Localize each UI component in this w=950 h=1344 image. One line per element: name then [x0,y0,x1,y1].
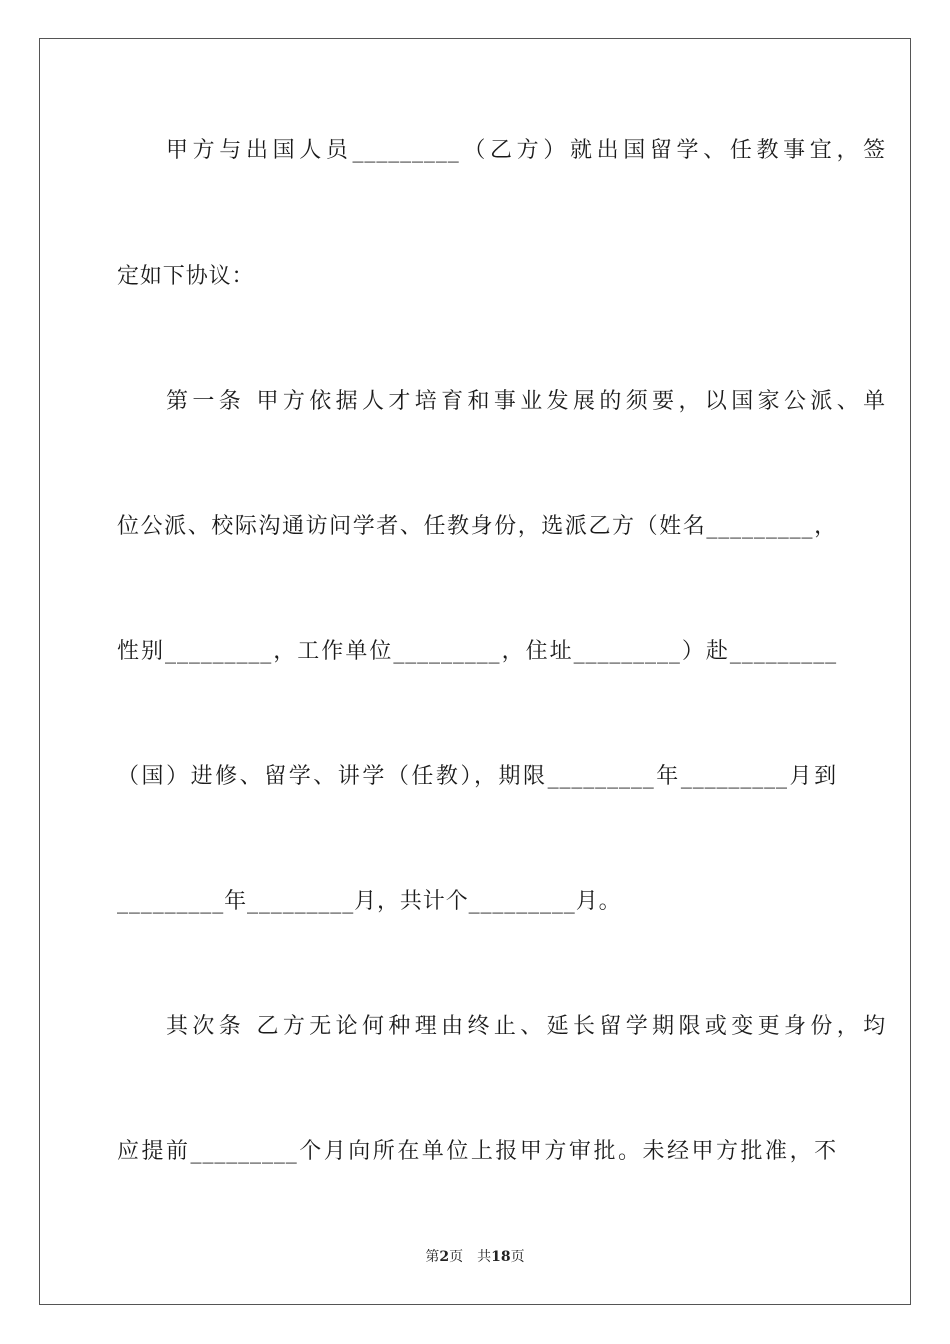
paragraph-line: （国）进修、留学、讲学（任教），期限_________年_________月到 [117,764,837,789]
paragraph-line: 性别_________，工作单位_________，住址_________）赴_________ [117,639,837,664]
paragraph-line: 应提前_________个月向所在单位上报甲方审批。未经甲方批准，不 [117,1139,837,1164]
page-frame [39,38,911,1305]
page-suffix: 页 [449,1249,464,1265]
current-page-number: 2 [439,1249,450,1265]
paragraph-line: 第一条 甲方依据人才培育和事业发展的须要，以国家公派、单 [166,389,886,414]
paragraph-line: 其次条 乙方无论何种理由终止、延长留学期限或变更身份，均 [166,1014,886,1039]
total-suffix: 页 [510,1249,525,1265]
paragraph-line: 甲方与出国人员_________（乙方）就出国留学、任教事宜，签 [166,138,886,163]
paragraph-line: 位公派、校际沟通访问学者、任教身份，选派乙方（姓名_________， [117,514,837,539]
page-footer [0,1248,950,1266]
page-prefix: 第 [425,1249,440,1265]
total-page-count: 18 [491,1249,511,1265]
total-prefix: 共 [477,1249,492,1265]
paragraph-line: _________年_________月，共计个_________月。 [117,889,622,914]
paragraph-line: 定如下协议： [117,264,255,289]
